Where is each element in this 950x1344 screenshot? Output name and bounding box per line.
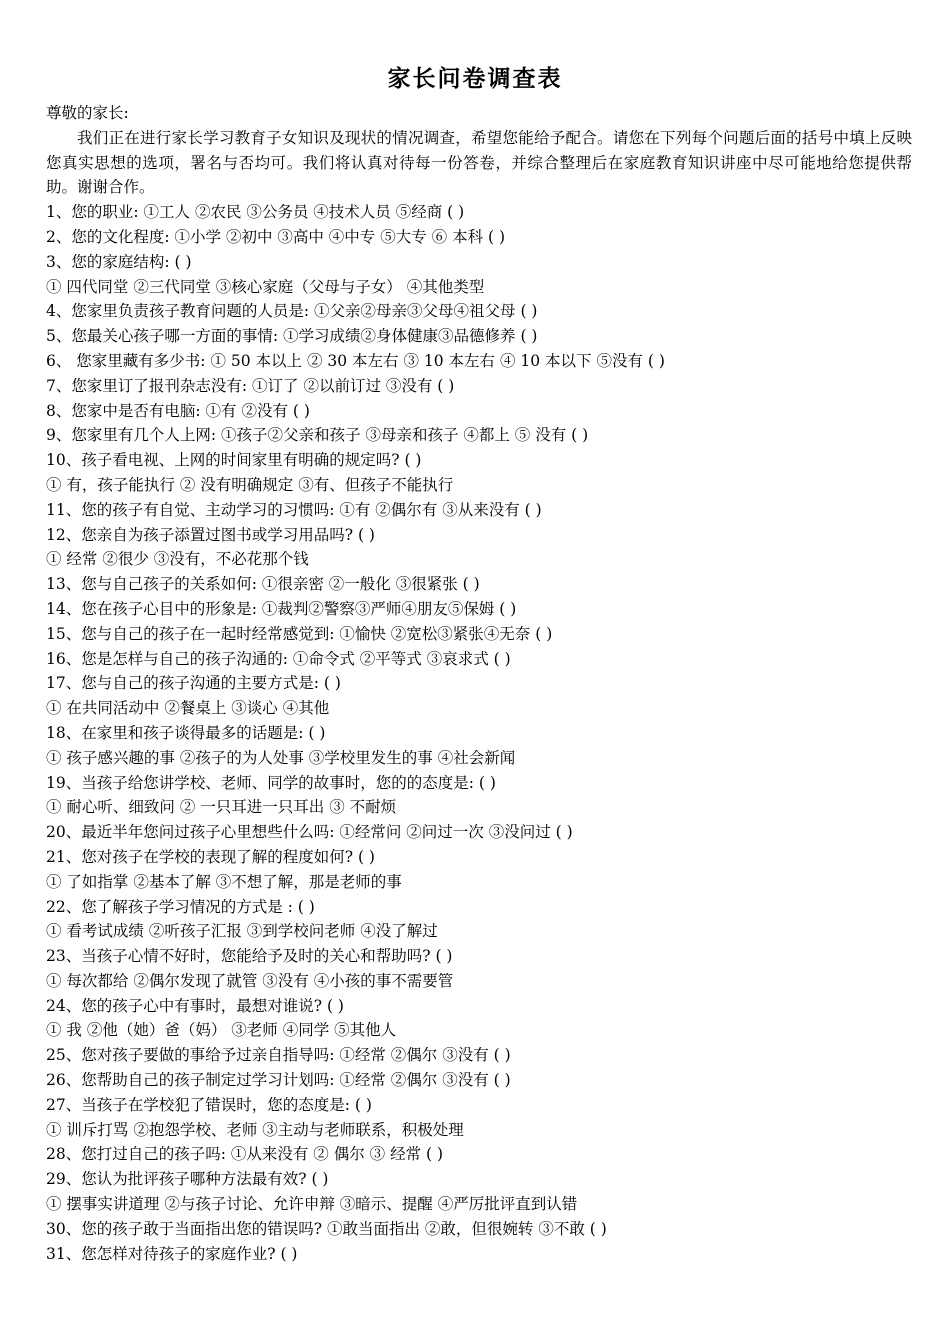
question-line: 4、您家里负责孩子教育问题的人员是: ①父亲②母亲③父母④祖父母 ( ) [46, 302, 538, 321]
options-line: ① 四代同堂 ②三代同堂 ③核心家庭（父母与子女） ④其他类型 [46, 277, 485, 296]
options-line: ① 在共同活动中 ②餐桌上 ③谈心 ④其他 [46, 699, 330, 718]
question-line: 22、您了解孩子学习情况的方式是 : ( ) [46, 897, 315, 916]
options-line: ① 每次都给 ②偶尔发现了就管 ③没有 ④小孩的事不需要管 [46, 971, 454, 990]
question-line: 8、您家中是否有电脑: ①有 ②没有 ( ) [46, 401, 310, 420]
question-line: 13、您与自己孩子的关系如何: ①很亲密 ②一般化 ③很紧张 ( ) [46, 575, 480, 594]
question-line: 16、您是怎样与自己的孩子沟通的: ①命令式 ②平等式 ③哀求式 ( ) [46, 649, 511, 668]
question-line: 25、您对孩子要做的事给予过亲自指导吗: ①经常 ②偶尔 ③没有 ( ) [46, 1046, 511, 1065]
options-line: ① 经常 ②很少 ③没有，不必花那个钱 [46, 550, 309, 569]
question-line: 9、您家里有几个人上网: ①孩子②父亲和孩子 ③母亲和孩子 ④都上 ⑤ 没有 ( ) [46, 426, 589, 445]
question-line: 12、您亲自为孩子添置过图书或学习用品吗? ( ) [46, 525, 375, 544]
options-line: ① 孩子感兴趣的事 ②孩子的为人处事 ③学校里发生的事 ④社会新闻 [46, 748, 516, 767]
question-line: 19、当孩子给您讲学校、老师、同学的故事时，您的的态度是: ( ) [46, 773, 496, 792]
question-line: 17、您与自己的孩子沟通的主要方式是: ( ) [46, 674, 341, 693]
question-line: 14、您在孩子心目中的形象是: ①裁判②警察③严师④朋友⑤保姆 ( ) [46, 599, 517, 618]
question-line: 29、您认为批评孩子哪种方法最有效? ( ) [46, 1170, 329, 1189]
question-line: 3、您的家庭结构: ( ) [46, 252, 192, 271]
intro-paragraph: 我们正在进行家长学习教育子女知识及现状的情况调查，希望您能给予配合。请您在下列每个问题后面的括号中填上反映您真实思想的选项，署名与否均可。我们将认真对待每一份答卷，并综合整理后在家庭教育知识讲座中尽可能地给您提供帮助。谢谢合作。 [46, 128, 912, 197]
options-line: ① 摆事实讲道理 ②与孩子讨论、允许申辩 ③暗示、提醒 ④严厉批评直到认错 [46, 1195, 578, 1214]
options-line: ① 耐心听、细致问 ② 一只耳进一只耳出 ③ 不耐烦 [46, 798, 397, 817]
question-line: 7、您家里订了报刊杂志没有: ①订了 ②以前订过 ③没有 ( ) [46, 376, 455, 395]
question-line: 28、您打过自己的孩子吗: ①从来没有 ② 偶尔 ③ 经常 ( ) [46, 1145, 444, 1164]
options-line: ① 我 ②他（她）爸（妈） ③老师 ④同学 ⑤其他人 [46, 1021, 397, 1040]
question-line: 20、最近半年您问过孩子心里想些什么吗: ①经常问 ②问过一次 ③没问过 ( ) [46, 823, 573, 842]
question-line: 5、您最关心孩子哪一方面的事情: ①学习成绩②身体健康③品德修养 ( ) [46, 327, 538, 346]
questionnaire-body [46, 101, 912, 1266]
question-line: 27、当孩子在学校犯了错误时，您的态度是: ( ) [46, 1095, 372, 1114]
question-line: 1、您的职业: ①工人 ②农民 ③公务员 ④技术人员 ⑤经商 ( ) [46, 203, 465, 222]
page-title: 家长问卷调查表 [387, 65, 563, 92]
question-line: 24、您的孩子心中有事时，最想对谁说? ( ) [46, 996, 344, 1015]
question-line: 6、 您家里藏有多少书: ① 50 本以上 ② 30 本左右 ③ 10 本左右 ④ 10 本以下 ⑤没有 ( ) [46, 351, 665, 370]
greeting: 尊敬的家长: [46, 104, 129, 122]
question-line: 31、您怎样对待孩子的家庭作业? ( ) [46, 1244, 298, 1263]
question-line: 23、当孩子心情不好时，您能给予及时的关心和帮助吗? ( ) [46, 947, 453, 966]
question-line: 15、您与自己的孩子在一起时经常感觉到: ①愉快 ②宽松③紧张④无奈 ( ) [46, 624, 553, 643]
question-line: 2、您的文化程度: ①小学 ②初中 ③高中 ④中专 ⑤大专 ⑥ 本科 ( ) [46, 227, 506, 246]
question-line: 18、在家里和孩子谈得最多的话题是: ( ) [46, 723, 326, 742]
question-line: 26、您帮助自己的孩子制定过学习计划吗: ①经常 ②偶尔 ③没有 ( ) [46, 1071, 511, 1090]
question-list [46, 200, 912, 1266]
options-line: ① 了如指掌 ②基本了解 ③不想了解，那是老师的事 [46, 872, 402, 891]
question-line: 10、孩子看电视、上网的时间家里有明确的规定吗? ( ) [46, 451, 422, 470]
options-line: ① 看考试成绩 ②听孩子汇报 ③到学校问老师 ④没了解过 [46, 922, 438, 941]
question-line: 21、您对孩子在学校的表现了解的程度如何? ( ) [46, 847, 375, 866]
options-line: ① 训斥打骂 ②抱怨学校、老师 ③主动与老师联系，积极处理 [46, 1120, 464, 1139]
question-line: 30、您的孩子敢于当面指出您的错误吗? ①敢当面指出 ②敢，但很婉转 ③不敢 ( ) [46, 1219, 607, 1238]
question-line: 11、您的孩子有自觉、主动学习的习惯吗: ①有 ②偶尔有 ③从来没有 ( ) [46, 500, 542, 519]
options-line: ① 有，孩子能执行 ② 没有明确规定 ③有、但孩子不能执行 [46, 475, 454, 494]
